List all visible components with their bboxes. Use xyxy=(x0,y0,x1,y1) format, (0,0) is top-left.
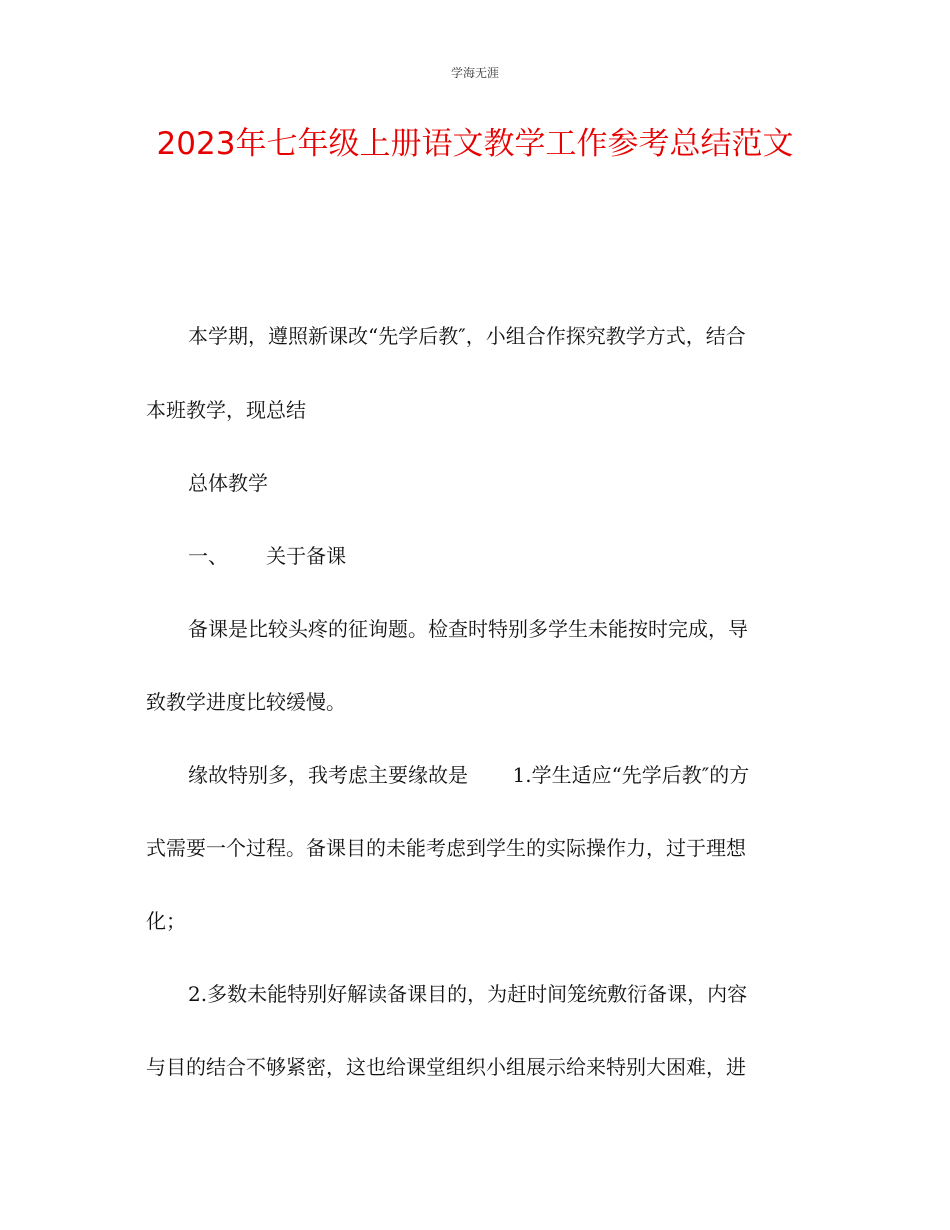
paragraph-line: 本学期，遵照新课改“先学后教″，小组合作探究教学方式，结合 xyxy=(188,324,746,348)
paragraph-line: 缘故特别多，我考虑主要缘故是 1.学生适应“先学后教″的方 xyxy=(188,763,750,787)
paragraph-line: 2.多数未能特别好解读备课目的，为赶时间笼统敷衍备课，内容 xyxy=(188,982,748,1006)
document-title: 2023年七年级上册语文教学工作参考总结范文 xyxy=(156,126,794,162)
paragraph-line: 化； xyxy=(146,909,186,933)
paragraph-line: 致教学进度比较缓慢。 xyxy=(146,690,346,714)
paragraph-line: 与目的结合不够紧密，这也给课堂组织小组展示给来特别大困难，进 xyxy=(146,1055,746,1079)
paragraph-line: 备课是比较头疼的征询题。检查时特别多学生未能按时完成，导 xyxy=(188,617,748,641)
paragraph-line: 式需要一个过程。备课目的未能考虑到学生的实际操作力，过于理想 xyxy=(146,836,746,860)
section-heading: 一、 关于备课 xyxy=(188,544,347,568)
section-heading: 总体教学 xyxy=(188,471,268,495)
paragraph-line: 本班教学，现总结 xyxy=(146,398,306,422)
page-header: 学海无涯 xyxy=(450,66,499,80)
